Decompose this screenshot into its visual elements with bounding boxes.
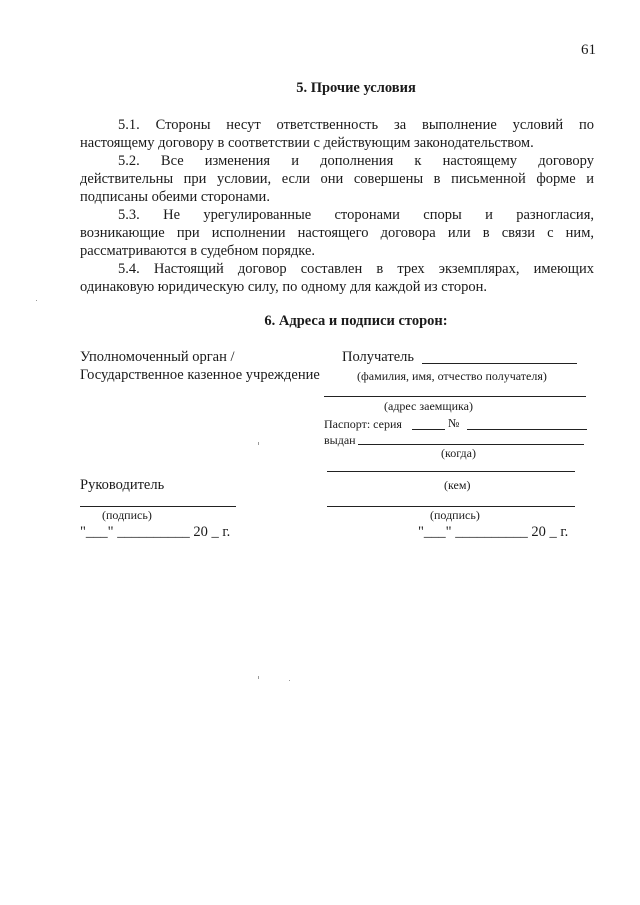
paragraph-line: подписаны обеими сторонами.	[80, 189, 270, 205]
left-date-line: "___" __________ 20 _ г.	[80, 524, 231, 540]
recipient-label: Получатель	[342, 349, 414, 365]
recipient-name-line	[422, 363, 577, 364]
issued-label: выдан	[324, 433, 356, 447]
right-date-line: "___" __________ 20 _ г.	[418, 524, 569, 540]
passport-series-line	[412, 429, 445, 430]
recipient-signature-line	[327, 506, 575, 507]
passport-series-label: Паспорт: серия	[324, 417, 402, 431]
passport-number-line	[467, 429, 587, 430]
by-whom-caption: (кем)	[444, 478, 471, 492]
paragraph-line: возникающие при исполнении настоящего договора или в связи с ним,	[80, 225, 594, 241]
paragraph-line: 5.4. Настоящий договор составлен в трех экземплярах, имеющих	[118, 261, 594, 277]
scan-speck	[258, 442, 259, 445]
issued-line	[358, 444, 584, 445]
section-6-title: 6. Адреса и подписи сторон:	[264, 313, 448, 329]
head-label: Руководитель	[80, 477, 165, 493]
passport-number-label: №	[448, 416, 460, 430]
paragraph-line: действительны при условии, если они совершены в письменной форме и	[80, 171, 594, 187]
recipient-signature-caption: (подпись)	[430, 508, 480, 522]
address-caption: (адрес заемщика)	[384, 399, 473, 413]
scan-speck	[258, 676, 259, 679]
paragraph-5-3	[80, 206, 594, 260]
when-caption: (когда)	[441, 446, 476, 460]
section-5-title: 5. Прочие условия	[296, 80, 416, 96]
head-signature-line	[80, 506, 236, 507]
scan-speck	[289, 680, 290, 681]
paragraph-line: 5.2. Все изменения и дополнения к настоящему договору	[118, 153, 594, 169]
paragraph-5-2	[80, 152, 594, 206]
paragraph-line: настоящему договору в соответствии с действующим законодательством.	[80, 135, 534, 151]
paragraph-5-1	[80, 116, 594, 152]
head-signature-caption: (подпись)	[102, 508, 152, 522]
paragraph-line: 5.1. Стороны несут ответственность за выполнение условий по	[118, 117, 594, 133]
paragraph-line: 5.3. Не урегулированные сторонами споры и разногласия,	[118, 207, 594, 223]
page-number: 61	[581, 42, 596, 58]
paragraph-5-4	[80, 260, 594, 296]
issued-by-line	[327, 471, 575, 472]
address-line	[324, 396, 586, 397]
state-institution-label: Государственное казенное учреждение	[80, 367, 320, 383]
authorized-body-label: Уполномоченный орган /	[80, 349, 235, 365]
paragraph-line: одинаковую юридическую силу, по одному для каждой из сторон.	[80, 279, 487, 295]
scan-speck	[36, 300, 37, 301]
recipient-caption: (фамилия, имя, отчество получателя)	[357, 369, 547, 383]
paragraph-line: рассматриваются в судебном порядке.	[80, 243, 316, 259]
